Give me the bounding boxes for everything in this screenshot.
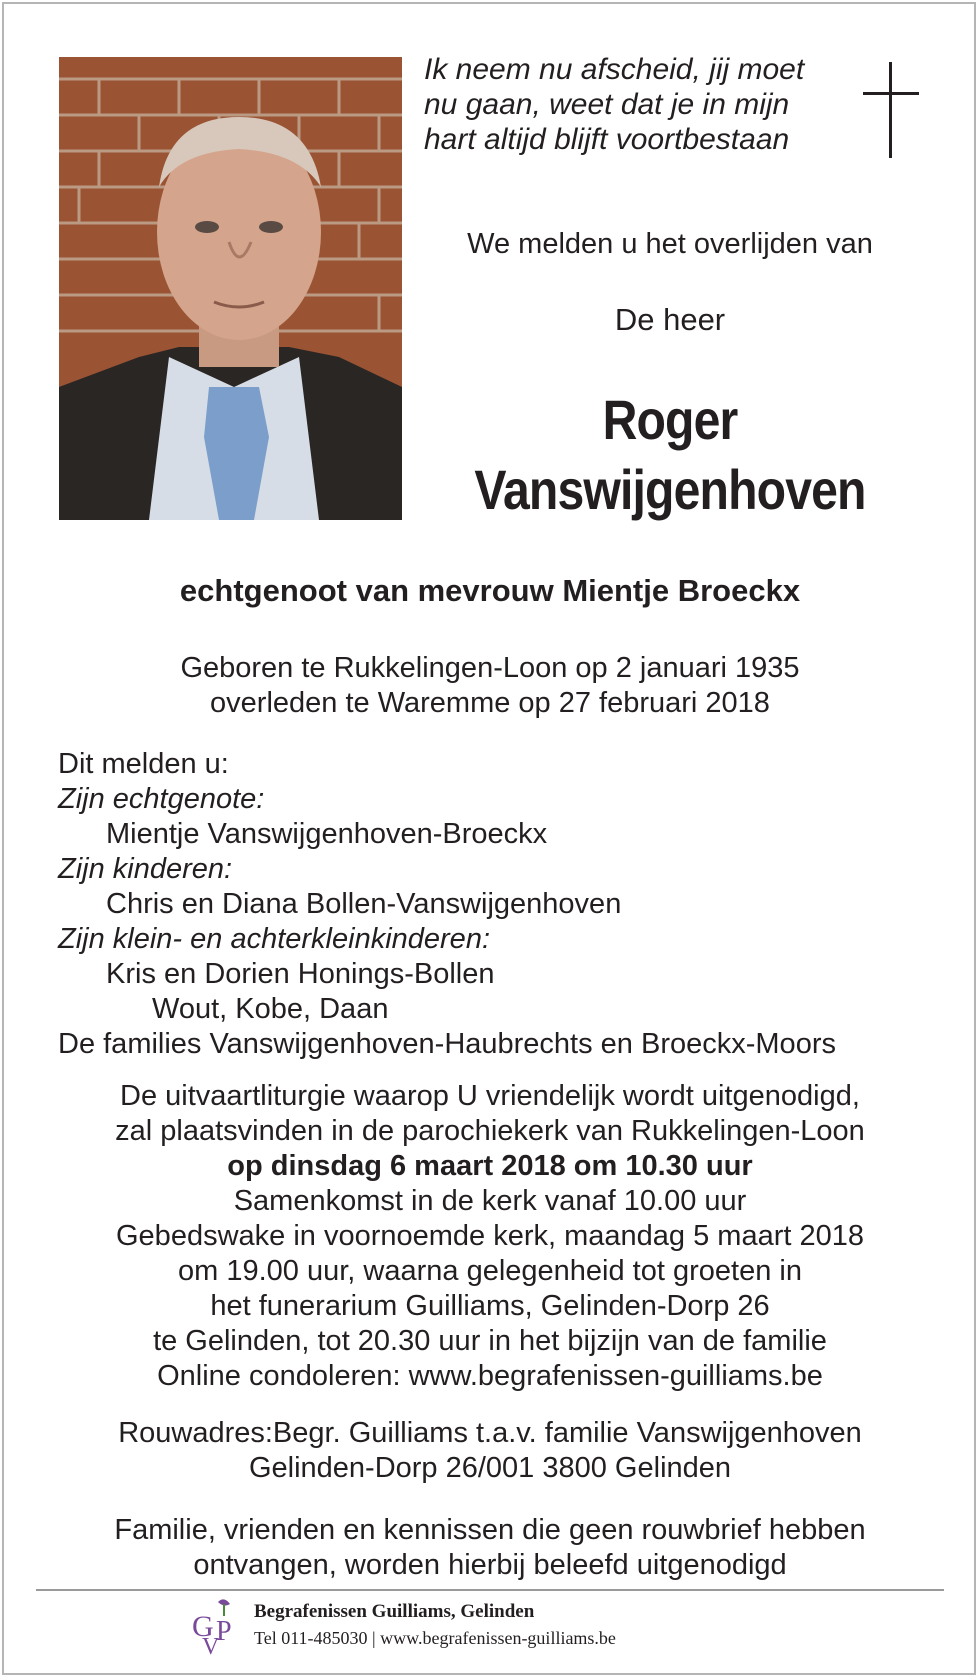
mourning-address (0, 1416, 980, 1486)
mourners-list (58, 747, 958, 1062)
children-label: Zijn kinderen: (58, 853, 233, 885)
invitation-text (0, 1513, 980, 1583)
company-contact: Tel 011-485030 | www.begrafenissen-guilliams.be (254, 1628, 616, 1648)
address-line: Gelinden-Dorp 26/001 3800 Gelinden (248, 1452, 732, 1484)
honorific: De heer (614, 302, 726, 337)
deceased-name (455, 385, 885, 525)
service-datetime: op dinsdag 6 maart 2018 om 10.30 uur (227, 1150, 753, 1182)
spouse-line: echtgenoot van mevrouw Mientje Broeckx (179, 573, 801, 608)
birth-line: Geboren te Rukkelingen-Loon op 2 januari 1935 (180, 652, 800, 684)
spouse-label: Zijn echtgenote: (58, 783, 265, 815)
service-line: De uitvaartliturgie waarop U vriendelijk wordt uitgenodigd, (120, 1080, 860, 1112)
poem-line: Ik neem nu afscheid, jij moet (424, 53, 805, 86)
great-grandchildren-names: Wout, Kobe, Daan (152, 993, 389, 1025)
poem-line: hart altijd blijft voortbestaan (424, 123, 790, 156)
condolence-line: Online condoleren: www.begrafenissen-guilliams.be (157, 1360, 823, 1392)
first-name: Roger (602, 388, 738, 451)
service-details (0, 1079, 980, 1394)
spouse-name: Mientje Vanswijgenhoven-Broeckx (106, 818, 548, 850)
memorial-poem (424, 52, 844, 157)
svg-text:P: P (216, 1616, 232, 1647)
portrait-photo (59, 57, 402, 520)
service-line: het funerarium Guilliams, Gelinden-Dorp 26 (210, 1290, 770, 1322)
last-name: Vanswijgenhoven (474, 458, 866, 521)
children-names: Chris en Diana Bollen-Vanswijgenhoven (106, 888, 622, 920)
families-line: De families Vanswijgenhoven-Haubrechts en Broeckx-Moors (58, 1028, 836, 1060)
service-line: te Gelinden, tot 20.30 uur in het bijzijn van de familie (153, 1325, 827, 1357)
invitation-line: Familie, vrienden en kennissen die geen rouwbrief hebben (114, 1514, 866, 1546)
cross-icon (863, 62, 919, 163)
footer-divider (36, 1589, 944, 1591)
service-line: om 19.00 uur, waarna gelegenheid tot groeten in (178, 1255, 802, 1287)
service-line: Gebedswake in voornoemde kerk, maandag 5 maart 2018 (116, 1220, 864, 1252)
mourners-intro: Dit melden u: (58, 748, 229, 780)
svg-text:G: G (192, 1610, 214, 1643)
service-line: zal plaatsvinden in de parochiekerk van Rukkelingen-Loon (115, 1115, 865, 1147)
svg-text:V: V (202, 1634, 220, 1658)
service-line: Samenkomst in de kerk vanaf 10.00 uur (233, 1185, 747, 1217)
death-line: overleden te Waremme op 27 februari 2018 (210, 687, 770, 719)
life-dates (0, 651, 980, 721)
poem-line: nu gaan, weet dat je in mijn (424, 88, 790, 121)
company-logo-icon (188, 1598, 242, 1663)
announcement-text: We melden u het overlijden van (467, 228, 873, 260)
grandchildren-label: Zijn klein- en achterkleinkinderen: (58, 923, 490, 955)
grandchildren-names: Kris en Dorien Honings-Bollen (106, 958, 495, 990)
company-name: Begrafenissen Guilliams, Gelinden (254, 1601, 535, 1622)
invitation-line: ontvangen, worden hierbij beleefd uitgenodigd (193, 1549, 787, 1581)
address-line: Rouwadres:Begr. Guilliams t.a.v. familie Vanswijgenhoven (118, 1417, 862, 1449)
